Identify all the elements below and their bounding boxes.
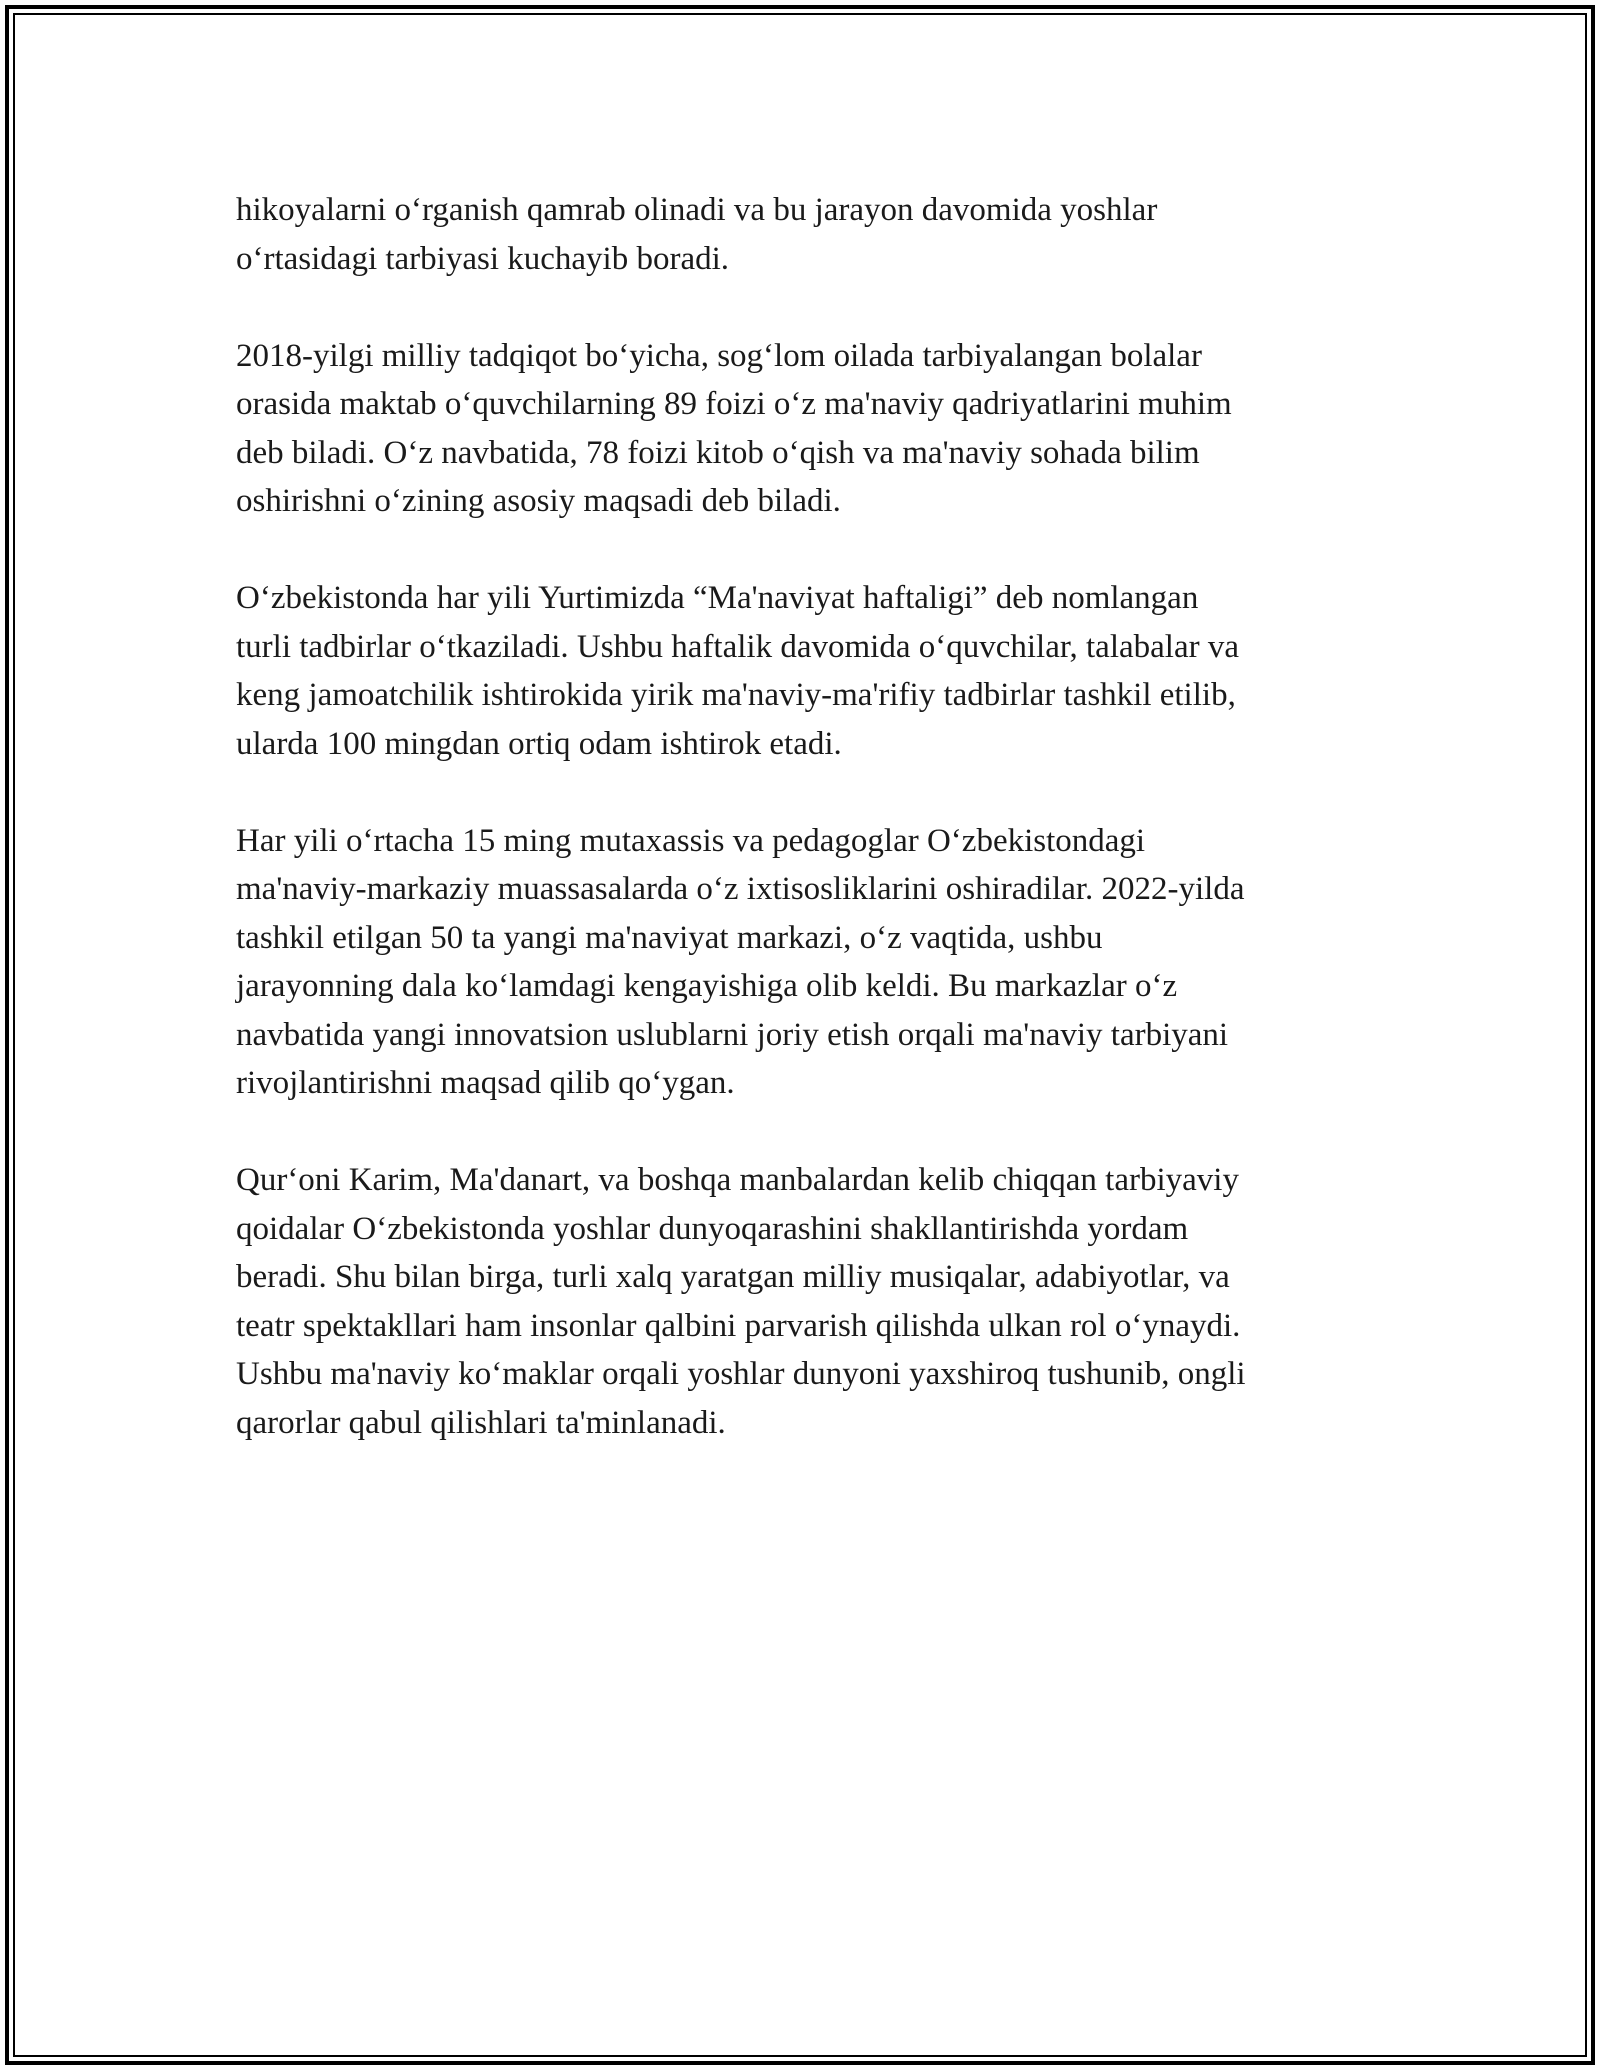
paragraph-line: Har yili o‘rtacha 15 ming mutaxassis va pedagoglar O‘zbekistondagi (236, 822, 1146, 859)
paragraph-1 (236, 186, 1386, 283)
paragraph-5 (236, 1156, 1386, 1447)
paragraph-line: orasida maktab o‘quvchilarning 89 foizi o‘z ma'naviy qadriyatlarini muhim (236, 386, 1232, 422)
paragraph-line: Ushbu ma'naviy ko‘maklar orqali yoshlar dunyoni yaxshiroq tushunib, ongli (236, 1356, 1246, 1392)
paragraph-line: O‘zbekistonda har yili Yurtimizda “Ma'naviyat haftaligi” deb nomlangan (236, 580, 1199, 616)
paragraph-line: tashkil etilgan 50 ta yangi ma'naviyat markazi, o‘z vaqtida, ushbu (236, 919, 1103, 956)
paragraph-line: oshirishni o‘zining asosiy maqsadi deb biladi. (236, 483, 841, 519)
paragraph-line: rivojlantirishni maqsad qilib qo‘ygan. (236, 1065, 735, 1101)
paragraph-4 (236, 817, 1386, 1108)
paragraph-2 (236, 332, 1386, 526)
paragraph-line: qarorlar qabul qilishlari ta'minlanadi. (236, 1404, 726, 1441)
paragraph-3 (236, 574, 1386, 768)
document-body (236, 186, 1386, 1496)
paragraph-line: qoidalar O‘zbekistonda yoshlar dunyoqarashini shakllantirishda yordam (236, 1210, 1189, 1247)
paragraph-line: beradi. Shu bilan birga, turli xalq yaratgan milliy musiqalar, adabiyotlar, va (236, 1259, 1230, 1295)
paragraph-line: ularda 100 mingdan ortiq odam ishtirok etadi. (236, 725, 842, 762)
paragraph-line: 2018-yilgi milliy tadqiqot bo‘yicha, sog‘lom oilada tarbiyalangan bolalar (236, 337, 1202, 374)
paragraph-line: o‘rtasidagi tarbiyasi kuchayib boradi. (236, 240, 730, 277)
paragraph-line: hikoyalarni o‘rganish qamrab olinadi va bu jarayon davomida yoshlar (236, 192, 1158, 228)
paragraph-line: Qur‘oni Karim, Ma'danart, va boshqa manbalardan kelib chiqqan tarbiyaviy (236, 1162, 1239, 1198)
paragraph-line: ma'naviy-markaziy muassasalarda o‘z ixtisosliklarini oshiradilar. 2022-yilda (236, 871, 1245, 907)
paragraph-line: teatr spektakllari ham insonlar qalbini parvarish qilishda ulkan rol o‘ynaydi. (236, 1307, 1241, 1344)
paragraph-line: deb biladi. O‘z navbatida, 78 foizi kitob o‘qish va ma'naviy sohada bilim (236, 434, 1200, 471)
paragraph-line: turli tadbirlar o‘tkaziladi. Ushbu haftalik davomida o‘quvchilar, talabalar va (236, 628, 1239, 665)
paragraph-line: navbatida yangi innovatsion uslublarni joriy etish orqali ma'naviy tarbiyani (236, 1016, 1229, 1053)
paragraph-line: keng jamoatchilik ishtirokida yirik ma'naviy-ma'rifiy tadbirlar tashkil etilib, (236, 677, 1236, 713)
paragraph-line: jarayonning dala ko‘lamdagi kengayishiga olib keldi. Bu markazlar o‘z (236, 968, 1178, 1004)
